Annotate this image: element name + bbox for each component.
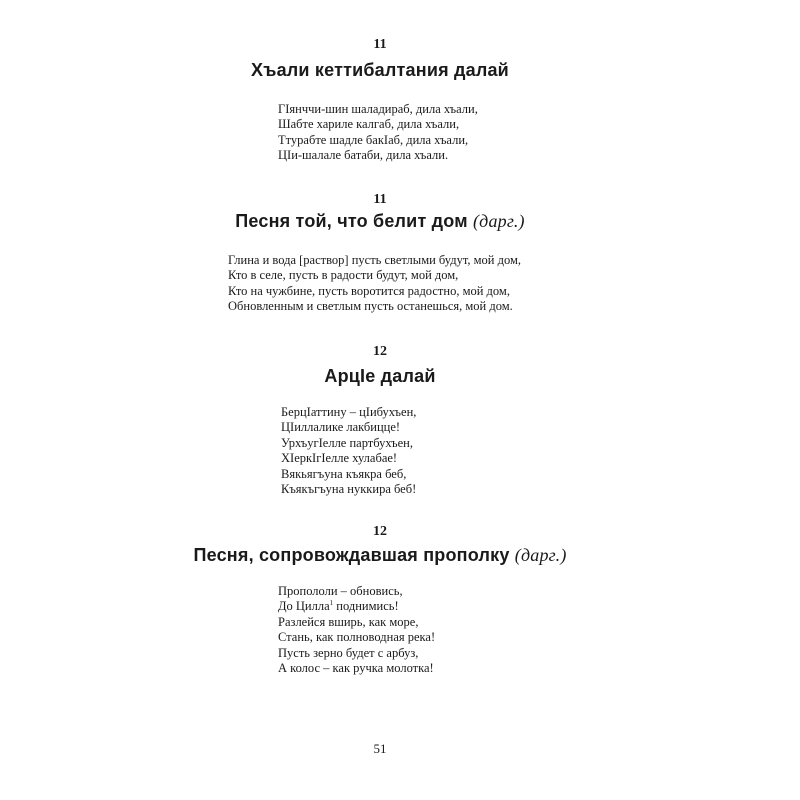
verse-line: Кто на чужбине, пусть воротится радостно, мой дом, bbox=[228, 283, 510, 298]
verse-line: ЦІиллалике лакбицце! bbox=[281, 420, 401, 435]
verse-block bbox=[278, 102, 478, 164]
verse-line: Разлейся вширь, как море, bbox=[278, 614, 419, 629]
verse-line bbox=[278, 599, 435, 614]
verse-block bbox=[278, 584, 435, 676]
song-title bbox=[0, 366, 760, 387]
song-number: 11 bbox=[373, 37, 387, 52]
verse-line-part: поднимись! bbox=[336, 599, 399, 614]
verse-line: ГІянччи-шин шаладираб, дила хъали, bbox=[278, 102, 478, 116]
song-title-text: АрцІе далай bbox=[324, 366, 436, 386]
verse-line: ХІеркІгІелле хулабае! bbox=[281, 451, 398, 466]
verse-line: Вякьягъуна къякра беб, bbox=[281, 466, 407, 481]
verse-line: Кто в селе, пусть в радости будут, мой дом, bbox=[228, 268, 459, 283]
verse-block bbox=[228, 253, 521, 315]
verse-line: Къякъгъуна нуккира беб! bbox=[281, 482, 417, 497]
footnote-mark: 1 bbox=[329, 599, 334, 608]
verse-block bbox=[281, 405, 416, 497]
verse-line: ЦІи-шалале батаби, дила хъали. bbox=[278, 148, 449, 163]
song-title-text: Песня той, что белит дом bbox=[235, 211, 468, 231]
song-title bbox=[0, 545, 760, 566]
verse-line: Глина и вода [раствор] пусть светлыми будут, мой дом, bbox=[228, 253, 522, 267]
song-title bbox=[0, 60, 760, 81]
language-note: (дарг.) bbox=[514, 545, 567, 565]
verse-line: А колос – как ручка молотка! bbox=[278, 661, 434, 676]
verse-line: Обновленным и светлым пусть останешься, мой дом. bbox=[228, 299, 513, 314]
verse-line: БерцІаттину – цІибухъен, bbox=[281, 405, 417, 419]
verse-line: Ттурабте шадле бакІаб, дила хъали, bbox=[278, 132, 469, 147]
verse-line: Пусть зерно будет с арбуз, bbox=[278, 645, 419, 660]
song-title-text: Хъали кеттибалтания далай bbox=[251, 60, 509, 80]
song-number: 12 bbox=[373, 524, 387, 539]
song-title bbox=[0, 211, 760, 232]
verse-line: Пропололи – обновись, bbox=[278, 584, 403, 598]
verse-line: Стань, как полноводная река! bbox=[278, 630, 436, 645]
song-number: 12 bbox=[373, 344, 387, 359]
verse-line: УрхъугІелле партбухъен, bbox=[281, 435, 413, 450]
language-note: (дарг.) bbox=[472, 211, 525, 231]
song-number: 11 bbox=[373, 192, 387, 207]
verse-line-part: До Цилла bbox=[278, 599, 330, 614]
song-title-text: Песня, сопровождавшая прополку bbox=[193, 545, 510, 565]
page-number: 51 bbox=[373, 741, 387, 756]
verse-line: Шабте хариле калгаб, дила хъали, bbox=[278, 117, 460, 132]
